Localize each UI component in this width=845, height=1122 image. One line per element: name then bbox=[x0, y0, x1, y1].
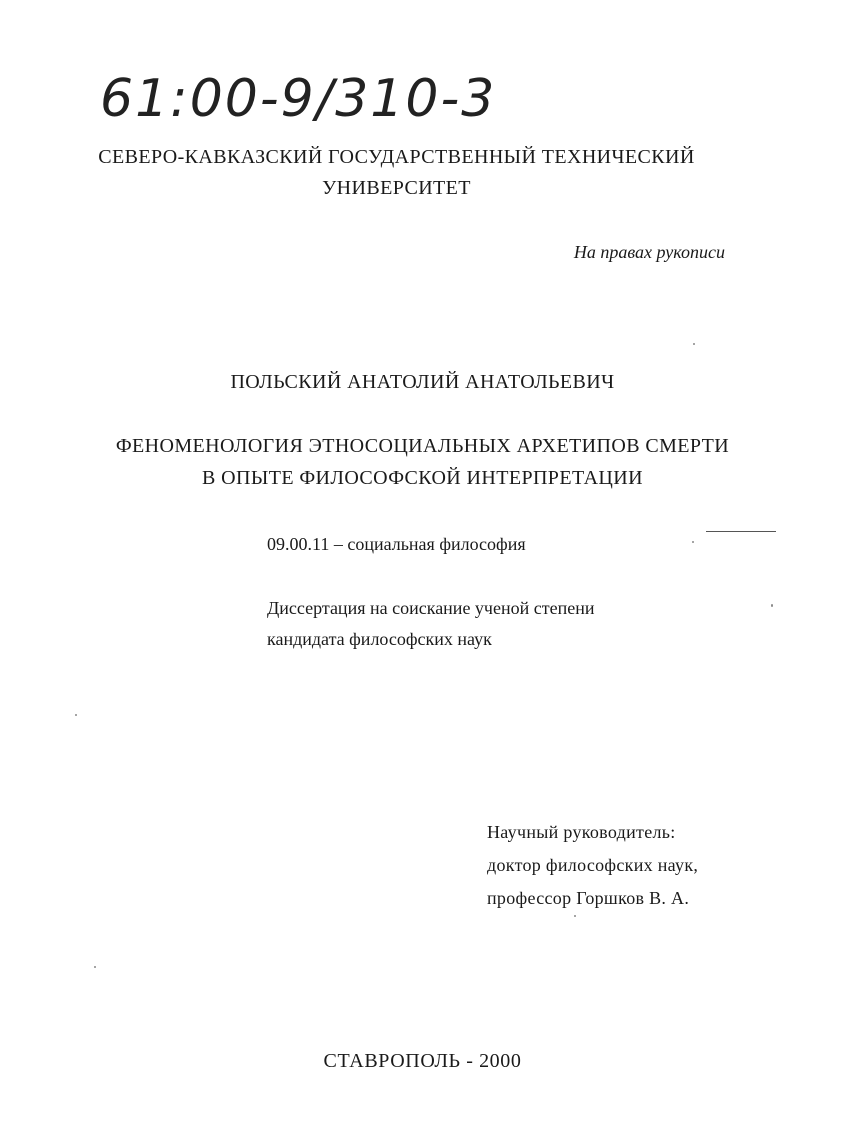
supervisor-label: Научный руководитель: bbox=[487, 822, 676, 842]
scan-artifact-line bbox=[706, 531, 776, 532]
university-name-line1: СЕВЕРО-КАВКАЗСКИЙ ГОСУДАРСТВЕННЫЙ ТЕХНИЧЕСКИЙ bbox=[98, 146, 695, 168]
scan-speck bbox=[771, 604, 773, 607]
handwritten-archive-code bbox=[96, 62, 497, 132]
scan-speck bbox=[693, 343, 695, 345]
city-and-year: СТАВРОПОЛЬ - 2000 bbox=[323, 1050, 522, 1072]
scan-speck bbox=[692, 541, 694, 543]
archive-code-text: 61:00-9/310-3 bbox=[100, 69, 497, 129]
degree-statement-line2: кандидата философских наук bbox=[267, 629, 492, 649]
supervisor-name: профессор Горшков В. А. bbox=[487, 888, 690, 908]
degree-statement-line1: Диссертация на соискание ученой степени bbox=[267, 598, 595, 618]
dissertation-title-line2: В ОПЫТЕ ФИЛОСОФСКОЙ ИНТЕРПРЕТАЦИИ bbox=[202, 467, 643, 489]
scan-speck bbox=[94, 966, 96, 968]
scan-speck bbox=[75, 714, 77, 716]
scan-speck bbox=[574, 915, 576, 917]
supervisor-degree: доктор философских наук, bbox=[487, 855, 699, 875]
dissertation-title-line1: ФЕНОМЕНОЛОГИЯ ЭТНОСОЦИАЛЬНЫХ АРХЕТИПОВ СМЕРТИ bbox=[115, 435, 730, 457]
manuscript-rights-note: На правах рукописи bbox=[573, 242, 725, 262]
university-name-line2: УНИВЕРСИТЕТ bbox=[322, 177, 471, 199]
author-name: ПОЛЬСКИЙ АНАТОЛИЙ АНАТОЛЬЕВИЧ bbox=[230, 371, 615, 393]
specialty-code: 09.00.11 – социальная философия bbox=[267, 534, 526, 554]
